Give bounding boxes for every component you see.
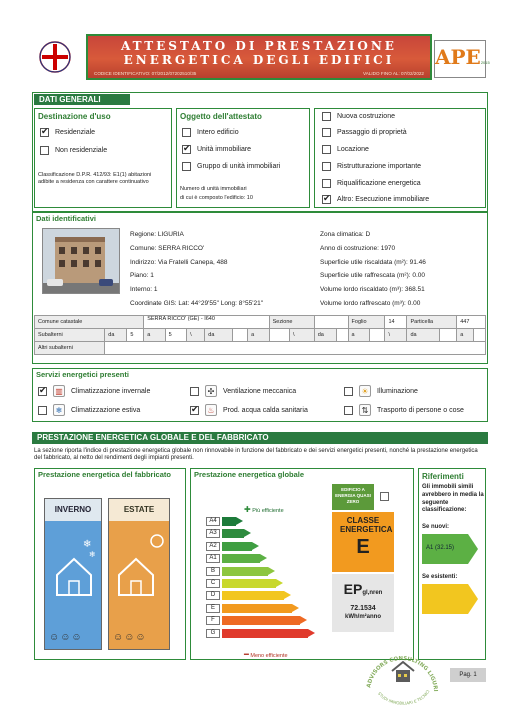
class-bar-f — [222, 616, 300, 625]
oggetto-title: Oggetto dell'attestato — [180, 112, 262, 121]
motivo-passaggio-proprieta[interactable]: Passaggio di proprietà — [322, 128, 407, 137]
riferimenti-title: Riferimenti — [422, 472, 464, 481]
checkbox-residenziale[interactable] — [40, 128, 49, 137]
classe-energetica-box — [332, 512, 394, 572]
checkbox-ristrutturazione[interactable] — [322, 162, 331, 171]
num-units-label: Numero di unità immobiliari — [180, 186, 247, 192]
comune-catastale-label: Comune catastale — [35, 316, 144, 329]
oggetto-box — [176, 108, 310, 208]
sub-cell: \ — [385, 329, 407, 342]
oggetto-option-intero-edificio[interactable]: Intero edificio — [182, 128, 239, 137]
servizio-climatizzazione-invernale[interactable]: ✔ ▥ Climatizzazione invernale — [38, 385, 150, 397]
svg-text:STUDI IMMOBILIARI E TECNICI: STUDI IMMOBILIARI E TECNICI — [376, 689, 431, 706]
class-bar-c — [222, 579, 276, 588]
prestazione-description: La sezione riporta l'indice di prestazione energetica globale non rinnovabile in funzione del fabbricato e dei servizi energetici presenti, nonché la prestazione energetica del fabbricato, al netto del rendimenti degli impianti presenti. — [34, 448, 478, 461]
valid-until: VALIDO FINO AL: 07/02/2022 — [363, 71, 424, 76]
sub-cell: a — [248, 329, 269, 342]
volume-raffrescato: Volume lordo raffrescato (m³): 0.00 — [320, 299, 421, 307]
ep-unit: kWh/m²anno — [345, 614, 381, 620]
nzeb-badge: EDIFICIO A ENERGIA QUASI ZERO — [332, 484, 374, 510]
servizio-climatizzazione-estiva[interactable]: ❄ Climatizzazione estiva — [38, 404, 140, 416]
comune-catastale-value: SERRA RICCO' (GE) - I640 — [144, 316, 269, 329]
inverno-label: INVERNO — [45, 499, 101, 521]
sub-cell: da — [105, 329, 127, 342]
sub-cell: da — [314, 329, 336, 342]
servizi-title: Servizi energetici presenti — [36, 370, 129, 379]
svg-text:ADVISORS CONSULTING LIGURIA: ADVISORS CONSULTING LIGURI — [366, 655, 439, 692]
sub-cell: \ — [289, 329, 314, 342]
sub-cell — [474, 329, 486, 342]
class-label-a3: A3 — [206, 529, 220, 538]
sub-cell — [439, 329, 456, 342]
class-label-f: F — [206, 616, 220, 625]
estate-rating-icons: ☺☺☺ — [113, 632, 147, 643]
class-bar-e — [222, 604, 292, 613]
checkbox-climatizzazione-invernale[interactable] — [38, 387, 47, 396]
classificazione-text: Classificazione D.P.R. 412/93: E1(1) abitazioni adibite a residenza con carattere continuativo — [38, 172, 152, 185]
class-bar-a4 — [222, 517, 236, 526]
svg-text:❄: ❄ — [83, 539, 92, 550]
class-bar-g — [222, 629, 308, 638]
sub-cell: 5 — [165, 329, 186, 342]
class-label-a1: A1 — [206, 554, 220, 563]
motivo-box — [314, 108, 486, 208]
foglio-value: 14 — [385, 316, 407, 329]
catasto-table — [34, 315, 486, 355]
servizio-illuminazione[interactable]: ☀ Illuminazione — [344, 385, 418, 397]
class-label-a4: A4 — [206, 517, 220, 526]
checkbox-gruppo-unita[interactable] — [182, 162, 191, 171]
class-label-g: G — [206, 629, 220, 638]
destinazione-title: Destinazione d'uso — [38, 112, 111, 121]
title-line-1: ATTESTATO DI PRESTAZIONE — [121, 39, 397, 53]
snowflake-icon: ❄ — [53, 404, 65, 416]
elevator-icon: ⇅ — [359, 404, 371, 416]
riferimenti-text: Gli immobili simili avrebbero in media la seguente classificazione: — [422, 484, 484, 514]
superficie-riscaldata: Superficie utile riscaldata (m²): 91.46 — [320, 258, 426, 266]
checkbox-riqualificazione[interactable] — [322, 179, 331, 188]
radiator-icon: ▥ — [53, 385, 65, 397]
se-nuovi-value: A1 (32.15) — [426, 545, 455, 551]
estate-panel — [108, 498, 170, 650]
sub-cell — [233, 329, 248, 342]
catasto-row-altri — [35, 342, 486, 355]
meno-efficiente-label: ━ Meno efficiente — [244, 650, 288, 659]
piano: Piano: 1 — [130, 272, 154, 280]
nzeb-checkbox — [380, 492, 389, 501]
ep-box — [332, 574, 394, 632]
checkbox-locazione[interactable] — [322, 145, 331, 154]
checkbox-passaggio-proprieta[interactable] — [322, 128, 331, 137]
checkbox-intero-edificio[interactable] — [182, 128, 191, 137]
servizio-acqua-calda[interactable]: ✔ ♨ Prod. acqua calda sanitaria — [190, 404, 308, 416]
identification-code: CODICE IDENTIFICATIVO: 07/2012/07202510/35 — [94, 71, 197, 76]
altri-subalterni-value — [105, 342, 486, 355]
class-bar-b — [222, 567, 268, 576]
inverno-panel — [44, 498, 102, 650]
sub-cell: a — [457, 329, 474, 342]
servizio-trasporto[interactable]: ⇅ Trasporto di persone o cose — [344, 404, 464, 416]
tap-icon: ♨ — [205, 404, 217, 416]
classe-energetica-label: CLASSE ENERGETICA — [340, 516, 393, 534]
motivo-nuova-costruzione[interactable]: Nuova costruzione — [322, 112, 395, 121]
se-esistenti-arrow — [422, 584, 478, 614]
class-label-a2: A2 — [206, 542, 220, 551]
identificativi-right-column — [320, 228, 426, 311]
ape-logo: APE2015 — [434, 40, 486, 78]
sezione-label: Sezione — [269, 316, 314, 329]
bulb-icon: ☀ — [359, 385, 371, 397]
fabbricato-title: Prestazione energetica del fabbricato — [38, 470, 171, 479]
particella-label: Particella — [407, 316, 457, 329]
sub-cell: da — [205, 329, 233, 342]
ep-label: EPgl,nren — [343, 581, 383, 597]
foglio-label: Foglio — [348, 316, 385, 329]
class-bar-d — [222, 591, 284, 600]
class-label-b: B — [206, 567, 220, 576]
coordinate-gis: Coordinate GIS: Lat: 44°29'55" Long: 8°55'21" — [130, 299, 263, 307]
class-label-d: D — [206, 591, 220, 600]
dati-generali-header: DATI GENERALI — [34, 94, 130, 105]
subalterni-label: Subalterni — [35, 329, 105, 342]
destinazione-option-residenziale[interactable]: ✔ Residenziale — [40, 128, 95, 137]
prestazione-header: PRESTAZIONE ENERGETICA GLOBALE E DEL FABBRICATO — [32, 432, 488, 444]
anno-costruzione: Anno di costruzione: 1970 — [320, 244, 396, 252]
identificativi-title: Dati identificativi — [36, 214, 97, 223]
class-label-c: C — [206, 579, 220, 588]
ep-value: 72.1534 — [350, 605, 376, 612]
se-nuovi-arrow — [422, 534, 478, 564]
sezione-value — [314, 316, 348, 329]
motivo-ristrutturazione[interactable]: Ristrutturazione importante — [322, 162, 421, 171]
checkbox-altro[interactable] — [322, 195, 331, 204]
svg-text:❄: ❄ — [89, 550, 96, 559]
class-bar-a1 — [222, 554, 260, 563]
certificate-title-banner — [86, 34, 432, 80]
fan-icon: ✣ — [205, 385, 217, 397]
building-photo — [42, 228, 120, 294]
oggetto-option-gruppo-unita[interactable]: Gruppo di unità immobiliari — [182, 162, 280, 171]
checkbox-nuova-costruzione[interactable] — [322, 112, 331, 121]
catasto-row-subalterni — [35, 329, 486, 342]
region-logo — [38, 40, 72, 74]
particella-value: 447 — [457, 316, 486, 329]
sub-cell: da — [407, 329, 439, 342]
class-bar-a2 — [222, 542, 252, 551]
altri-subalterni-label: Altri subalterni — [35, 342, 105, 355]
page-number: Pag. 1 — [450, 668, 486, 682]
piu-efficiente-label: ✚ Più efficiente — [244, 505, 284, 514]
classe-energetica-value: E — [356, 536, 370, 558]
volume-riscaldato: Volume lordo riscaldato (m³): 368.51 — [320, 286, 425, 294]
oggetto-option-unita-immobiliare[interactable]: ✔ Unità immobiliare — [182, 145, 251, 154]
motivo-riqualificazione[interactable]: Riqualificazione energetica — [322, 179, 421, 188]
sub-cell: 5 — [127, 329, 144, 342]
advisors-watermark — [356, 640, 448, 712]
indirizzo: Indirizzo: Via Fratelli Canepa, 488 — [130, 258, 228, 266]
num-units-value: di cui è composto l'edificio: 10 — [180, 195, 253, 201]
comune: Comune: SERRA RICCO' — [130, 244, 205, 252]
inverno-rating-icons: ☺☺☺ — [49, 632, 83, 643]
regione: Regione: LIGURIA — [130, 231, 184, 238]
motivo-locazione[interactable]: Locazione — [322, 145, 369, 154]
sub-cell: a — [348, 329, 370, 342]
class-label-e: E — [206, 604, 220, 613]
checkbox-non-residenziale[interactable] — [40, 146, 49, 155]
sub-cell — [336, 329, 348, 342]
zona-climatica: Zona climatica: D — [320, 231, 371, 238]
winter-house-icon — [45, 521, 103, 601]
identificativi-left-column — [130, 228, 263, 311]
sub-cell: \ — [187, 329, 205, 342]
checkbox-unita-immobiliare[interactable] — [182, 145, 191, 154]
summer-house-icon — [109, 521, 171, 601]
title-line-2: ENERGETICA DEGLI EDIFICI — [123, 53, 395, 67]
checkbox-ventilazione[interactable] — [190, 387, 199, 396]
destinazione-option-non-residenziale[interactable]: Non residenziale — [40, 146, 107, 155]
checkbox-acqua-calda[interactable] — [190, 406, 199, 415]
sub-cell — [370, 329, 385, 342]
motivo-altro[interactable]: ✔ Altro: Esecuzione immobiliare — [322, 195, 429, 204]
sub-cell: a — [144, 329, 165, 342]
checkbox-climatizzazione-estiva[interactable] — [38, 406, 47, 415]
superficie-raffrescata: Superficie utile raffrescata (m²): 0.00 — [320, 272, 426, 280]
checkbox-illuminazione[interactable] — [344, 387, 353, 396]
servizio-ventilazione[interactable]: ✣ Ventilazione meccanica — [190, 385, 296, 397]
se-nuovi-label: Se nuovi: — [422, 524, 450, 530]
sub-cell — [269, 329, 289, 342]
globale-title: Prestazione energetica globale — [194, 470, 305, 479]
checkbox-trasporto[interactable] — [344, 406, 353, 415]
class-bar-a3 — [222, 529, 244, 538]
catasto-row-comune — [35, 316, 486, 329]
destinazione-box — [34, 108, 172, 208]
se-esistenti-label: Se esistenti: — [422, 574, 458, 580]
interno: Interno: 1 — [130, 286, 158, 294]
estate-label: ESTATE — [109, 499, 169, 521]
